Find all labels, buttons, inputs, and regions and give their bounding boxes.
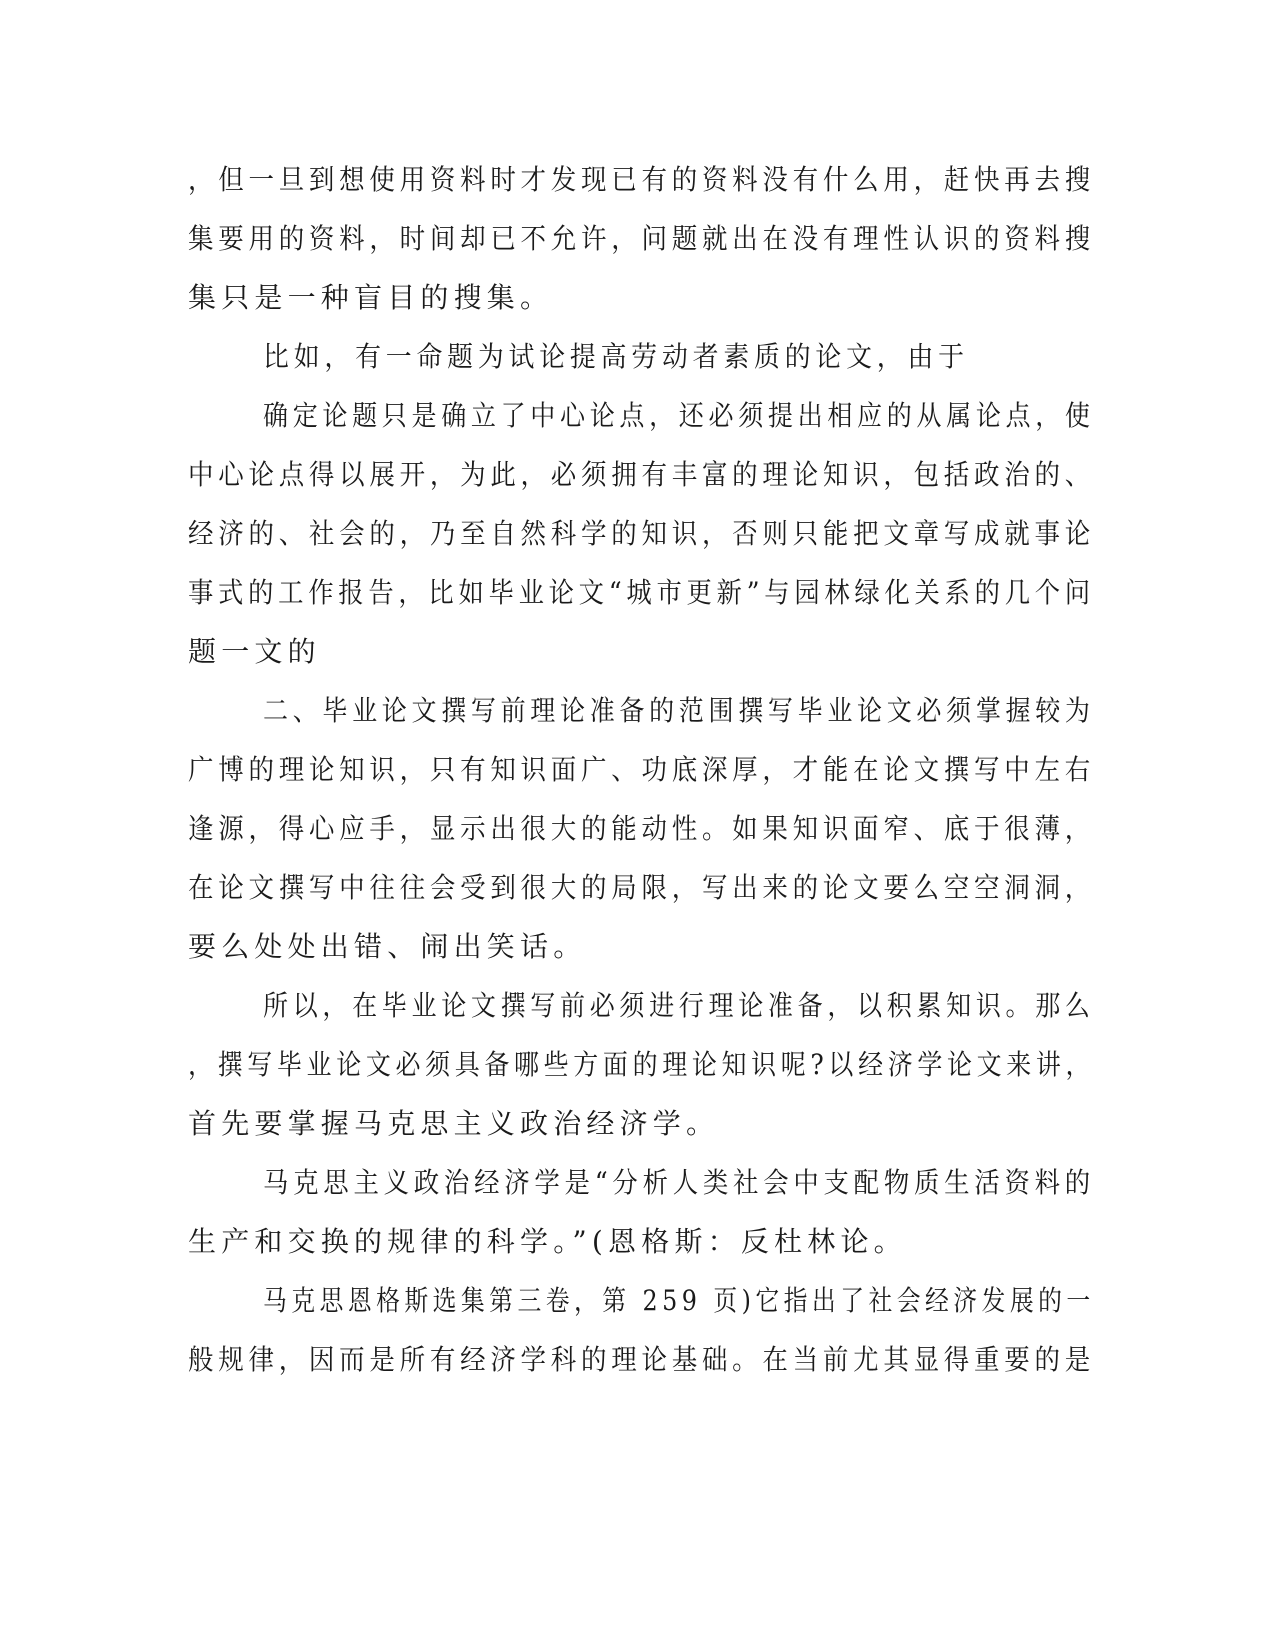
text-line: 广博的理论知识，只有知识面广、功底深厚，才能在论文撰写中左右	[188, 753, 1095, 786]
text-line: 中心论点得以展开，为此，必须拥有丰富的理论知识，包括政治的、	[188, 458, 1095, 491]
text-line: 集要用的资料，时间却已不允许，问题就出在没有理性认识的资料搜	[188, 222, 1095, 255]
text-line: 首先要掌握马克思主义政治经济学。	[188, 1107, 720, 1140]
text-line: 比如，有一命题为试论提高劳动者素质的论文，由于	[263, 340, 969, 373]
text-line: 事式的工作报告，比如毕业论文“城市更新”与园林绿化关系的几个问	[188, 576, 1095, 609]
text-line: 要么处处出错、闹出笑话。	[188, 930, 587, 963]
text-line: 集只是一种盲目的搜集。	[188, 281, 554, 314]
text-line: 马克思恩格斯选集第三卷，第 259 页)它指出了社会经济发展的一	[263, 1284, 1095, 1317]
text-line: 生产和交换的规律的科学。”(恩格斯：反杜林论。	[188, 1225, 907, 1258]
text-line: 经济的、社会的，乃至自然科学的知识，否则只能把文章写成就事论	[188, 517, 1095, 550]
text-line: 马克思主义政治经济学是“分析人类社会中支配物质生活资料的	[263, 1166, 1095, 1199]
text-line: 题一文的	[188, 635, 321, 668]
text-line: 确定论题只是确立了中心论点，还必须提出相应的从属论点，使	[263, 399, 1095, 432]
text-line: 二、毕业论文撰写前理论准备的范围撰写毕业论文必须掌握较为	[263, 694, 1095, 727]
text-line: 般规律，因而是所有经济学科的理论基础。在当前尤其显得重要的是	[188, 1343, 1095, 1376]
text-line: 逢源，得心应手，显示出很大的能动性。如果知识面窄、底于很薄，	[188, 812, 1095, 845]
text-line: ，撰写毕业论文必须具备哪些方面的理论知识呢?以经济学论文来讲，	[188, 1048, 1096, 1081]
text-line: 在论文撰写中往往会受到很大的局限，写出来的论文要么空空洞洞，	[188, 871, 1095, 904]
text-line: ，但一旦到想使用资料时才发现已有的资料没有什么用，赶快再去搜	[188, 163, 1095, 196]
text-line: 所以，在毕业论文撰写前必须进行理论准备，以积累知识。那么	[263, 989, 1095, 1022]
